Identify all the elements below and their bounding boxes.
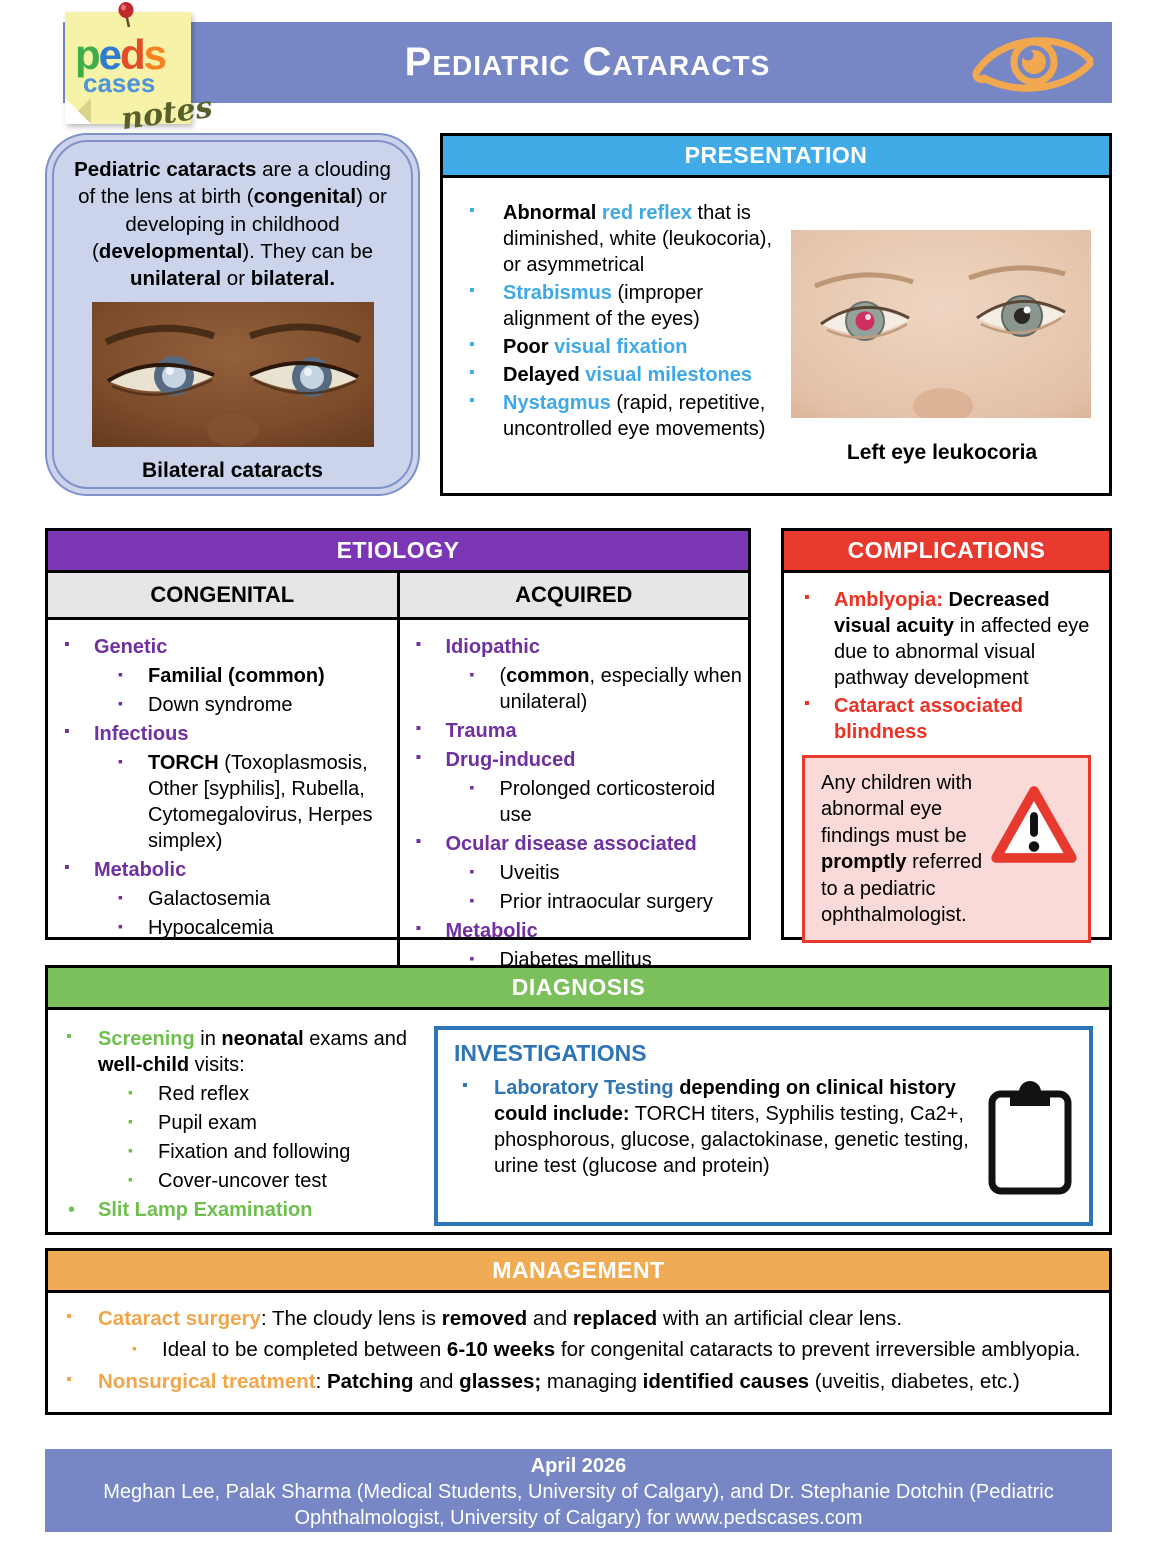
acquired-column-header: ACQUIRED [400,573,749,617]
acquired-list [400,620,749,982]
management-section [45,1248,1112,1415]
list-item: ▪ Cataract associated blindness [792,693,1097,745]
list-item: ▪ Fixation and following [54,1139,426,1165]
page-content [45,133,1112,1415]
list-item: ▪ Poor visual fixation [461,334,791,360]
management-header: MANAGEMENT [48,1251,1109,1293]
eye-icon [968,27,1098,97]
list-item: ▪ Infectious [48,721,391,747]
warning-triangle-icon [990,784,1078,865]
list-item: ▪ Familial (common) [48,663,391,689]
list-item: ▪ Cataract surgery: The cloudy lens is removed and replaced with an artificial clear lens. [54,1305,1095,1333]
list-item: ▪ Abnormal red reflex that is diminished, white (leukocoria), or asymmetrical [461,200,791,278]
list-item: ▪ Delayed visual milestones [461,362,791,388]
list-item: ▪ Amblyopia: Decreased visual acuity in affected eye due to abnormal visual pathway development [792,587,1097,691]
list-item: ▪ Strabismus (improper alignment of the eyes) [461,280,791,332]
list-item: ▪ Screening in neonatal exams and well-child visits: [54,1026,426,1078]
logo-word-peds: peds [75,31,166,78]
list-item: ▪ Pupil exam [54,1110,426,1136]
logo-word-notes: notes [119,89,215,138]
congenital-column-header: CONGENITAL [48,573,400,617]
presentation-header: PRESENTATION [443,136,1109,178]
diagnosis-header: DIAGNOSIS [48,968,1109,1010]
list-item: ▪ Genetic [48,634,391,660]
investigations-list [454,1075,975,1203]
list-item: ▪ Cover-uncover test [54,1168,426,1194]
list-item: ▪ Down syndrome [48,692,391,718]
list-item: ▪ TORCH (Toxoplasmosis, Other [syphilis], Rubella, Cytomegalovirus, Herpes simplex) [48,750,391,854]
footer-credits: Meghan Lee, Palak Sharma (Medical Students, University of Calgary), and Dr. Stephanie Dotchin (Pediatric Ophthalmologist, University of Calgary) for www.pedscases.com [103,1481,1054,1529]
diagnosis-section [45,965,1112,1235]
congenital-list [48,620,400,982]
pedscases-notes-logo [63,8,253,158]
leukocoria-caption: Left eye leukocoria [846,441,1038,464]
footer-date: April 2026 [530,1455,627,1477]
list-item: ▪ Laboratory Testing depending on clinical history could include: TORCH titers, Syphilis testing, Ca2+, phosphorous, glucose, galactokinase, genetic testing, urine test (glucose and protein) [454,1075,975,1179]
definition-card-inner [52,140,413,489]
list-item: ▪ Diabetes mellitus [400,947,743,973]
page-title: Pediatric Cataracts [404,40,771,84]
etiology-header: ETIOLOGY [48,531,748,573]
pushpin-icon [115,2,137,28]
list-item: ▪ Drug-induced [400,747,743,773]
list-item: ▪ Trauma [400,718,743,744]
leukocoria-photo [791,230,1091,418]
list-item: ▪ Ideal to be completed between 6-10 weeks for congenital cataracts to prevent irreversible amblyopia. [54,1336,1095,1364]
clipboard-icon [985,1079,1075,1197]
list-item: ▪ Metabolic [48,857,391,883]
list-item: ▪ (common, especially when unilateral) [400,663,743,715]
complications-list [792,587,1097,745]
list-item: ▪ Prolonged corticosteroid use [400,776,743,828]
logo-word-cases: cases [83,67,156,98]
warning-text: Any children with abnormal eye findings must be promptly referred to a pediatric ophthalmologist. [821,772,983,926]
list-item: • Slit Lamp Examination [54,1197,426,1223]
list-item: ▪ Prior intraocular surgery [400,889,743,915]
complications-header: COMPLICATIONS [784,531,1109,573]
bilateral-cataracts-photo [92,302,374,447]
definition-text: Pediatric cataracts are a clouding of the lens at birth (congenital) or developing in childhood (developmental). They can be unilateral or bilateral. [74,158,391,290]
investigations-box [434,1026,1093,1226]
list-item: ▪ Idiopathic [400,634,743,660]
etiology-section [45,528,751,971]
referral-warning-box [802,755,1091,943]
list-item: ▪ Hypocalcemia [48,915,391,941]
footer-bar [45,1449,1112,1532]
investigations-title: INVESTIGATIONS [454,1040,647,1066]
definition-card [45,133,420,496]
list-item: ▪ Metabolic [400,918,743,944]
list-item: ▪ Red reflex [54,1081,426,1107]
top-bar [63,22,1112,138]
list-item: ▪ Uveitis [400,860,743,886]
complications-section [781,528,1112,940]
diagnosis-list [54,1026,426,1226]
list-item: ▪ Nonsurgical treatment: Patching and glasses; managing identified causes (uveitis, diabetes, etc.) [54,1368,1095,1396]
list-item: ▪ Ocular disease associated [400,831,743,857]
presentation-section [440,133,1112,496]
list-item: ▪ Nystagmus (rapid, repetitive, uncontrolled eye movements) [461,390,791,442]
definition-caption: Bilateral cataracts [142,459,323,483]
presentation-list [461,200,791,485]
management-list [54,1305,1095,1396]
leukocoria-figure [791,200,1093,485]
list-item: ▪ Galactosemia [48,886,391,912]
